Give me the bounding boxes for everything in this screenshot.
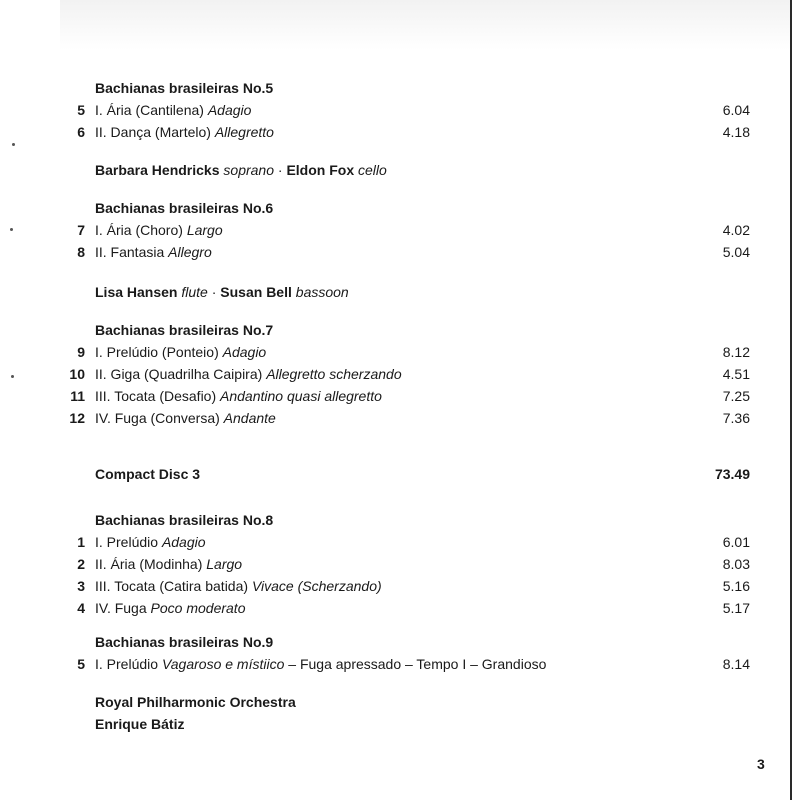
- tempo-marking: Andantino quasi allegretto: [220, 388, 382, 404]
- conductor-line: [0, 713, 800, 735]
- track-title: IV. Fuga (Conversa) Andante: [95, 410, 276, 426]
- track-title: II. Giga (Quadrilha Caipira) Allegretto scherzando: [95, 366, 402, 382]
- track-title: III. Tocata (Desafio) Andantino quasi allegretto: [95, 388, 382, 404]
- track-duration: 7.36: [722, 410, 750, 426]
- performer-role: bassoon: [295, 284, 349, 300]
- track-row: [0, 121, 800, 143]
- track-duration: 5.17: [722, 600, 750, 616]
- tempo-marking: Vagaroso e místiico: [161, 656, 285, 672]
- performer-role: flute: [181, 284, 208, 300]
- track-number: 11: [70, 388, 85, 404]
- track-duration: 6.04: [722, 102, 750, 118]
- track-duration: 6.01: [722, 534, 750, 550]
- track-number: 7: [77, 222, 85, 238]
- work-title: Bachianas brasileiras No.8: [95, 512, 274, 528]
- track-title: I. Ária (Choro) Largo: [95, 222, 223, 238]
- track-number: 2: [77, 556, 85, 572]
- work-heading: [0, 319, 800, 341]
- performers: Barbara Hendricks soprano · Eldon Fox cello: [95, 162, 387, 178]
- tempo-marking: Andante: [223, 410, 276, 426]
- track-row: [0, 653, 800, 675]
- tempo-marking: Poco moderato: [150, 600, 246, 616]
- performer-name: Susan Bell: [220, 284, 292, 300]
- track-title: IV. Fuga Poco moderato: [95, 600, 246, 616]
- tempo-marking: Largo: [186, 222, 223, 238]
- track-number: 3: [77, 578, 85, 594]
- track-duration: 5.16: [722, 578, 750, 594]
- track-row: [0, 341, 800, 363]
- work-heading: [0, 77, 800, 99]
- track-row: [0, 363, 800, 385]
- track-number: 6: [77, 124, 85, 140]
- tempo-marking: Adagio: [207, 102, 252, 118]
- tempo-marking: Allegretto scherzando: [266, 366, 402, 382]
- disc-title: Compact Disc 3: [95, 466, 201, 482]
- performers: Lisa Hansen flute · Susan Bell bassoon: [95, 284, 349, 300]
- disc-heading: [0, 463, 800, 485]
- track-number: 5: [77, 656, 85, 672]
- track-number: 4: [77, 600, 85, 616]
- scan-shadow: [60, 0, 790, 50]
- tempo-marking: Adagio: [222, 344, 267, 360]
- track-title: I. Ária (Cantilena) Adagio: [95, 102, 252, 118]
- track-number: 5: [77, 102, 85, 118]
- tempo-marking: Vivace (Scherzando): [251, 578, 382, 594]
- track-number: 8: [77, 244, 85, 260]
- track-number: 12: [69, 410, 85, 426]
- track-row: [0, 407, 800, 429]
- track-duration: 8.14: [722, 656, 750, 672]
- tempo-marking: Largo: [206, 556, 243, 572]
- track-row: [0, 219, 800, 241]
- track-title: I. Prelúdio Vagaroso e místiico – Fuga apressado – Tempo I – Grandioso: [95, 656, 547, 672]
- track-number: 10: [69, 366, 85, 382]
- track-number: 1: [77, 534, 85, 550]
- track-row: [0, 575, 800, 597]
- track-row: [0, 531, 800, 553]
- track-duration: 4.18: [722, 124, 750, 140]
- page-number: 3: [757, 756, 765, 772]
- performer-name: Barbara Hendricks: [95, 162, 220, 178]
- track-title: II. Ária (Modinha) Largo: [95, 556, 243, 572]
- performer-name: Lisa Hansen: [95, 284, 178, 300]
- track-duration: 7.25: [722, 388, 750, 404]
- performer-role: cello: [358, 162, 387, 178]
- track-title: I. Prelúdio (Ponteio) Adagio: [95, 344, 267, 360]
- disc-total-duration: 73.49: [714, 466, 750, 482]
- work-title: Bachianas brasileiras No.5: [95, 80, 274, 96]
- track-title: II. Dança (Martelo) Allegretto: [95, 124, 274, 140]
- work-heading: [0, 631, 800, 653]
- track-title: III. Tocata (Catira batida) Vivace (Scherzando): [95, 578, 382, 594]
- track-row: [0, 99, 800, 121]
- performer-role: soprano: [223, 162, 274, 178]
- track-duration: 4.02: [722, 222, 750, 238]
- track-row: [0, 385, 800, 407]
- work-title: Bachianas brasileiras No.6: [95, 200, 274, 216]
- track-title: I. Prelúdio Adagio: [95, 534, 206, 550]
- performers-line: [0, 281, 800, 303]
- track-number: 9: [77, 344, 85, 360]
- track-duration: 8.03: [722, 556, 750, 572]
- track-row: [0, 553, 800, 575]
- work-heading: [0, 197, 800, 219]
- work-title: Bachianas brasileiras No.7: [95, 322, 274, 338]
- performers-line: [0, 159, 800, 181]
- tempo-marking: Adagio: [161, 534, 206, 550]
- work-title: Bachianas brasileiras No.9: [95, 634, 274, 650]
- track-row: [0, 241, 800, 263]
- track-duration: 8.12: [722, 344, 750, 360]
- work-heading: [0, 509, 800, 531]
- scan-speck: [12, 143, 15, 146]
- orchestra-line: [0, 691, 800, 713]
- track-row: [0, 597, 800, 619]
- track-duration: 5.04: [722, 244, 750, 260]
- orchestra-name: Royal Philharmonic Orchestra: [95, 694, 296, 710]
- tempo-marking: Allegro: [168, 244, 212, 260]
- conductor-name: Enrique Bátiz: [95, 716, 185, 732]
- track-title: II. Fantasia Allegro: [95, 244, 212, 260]
- tempo-marking: Allegretto: [214, 124, 274, 140]
- track-duration: 4.51: [722, 366, 750, 382]
- performer-name: Eldon Fox: [286, 162, 355, 178]
